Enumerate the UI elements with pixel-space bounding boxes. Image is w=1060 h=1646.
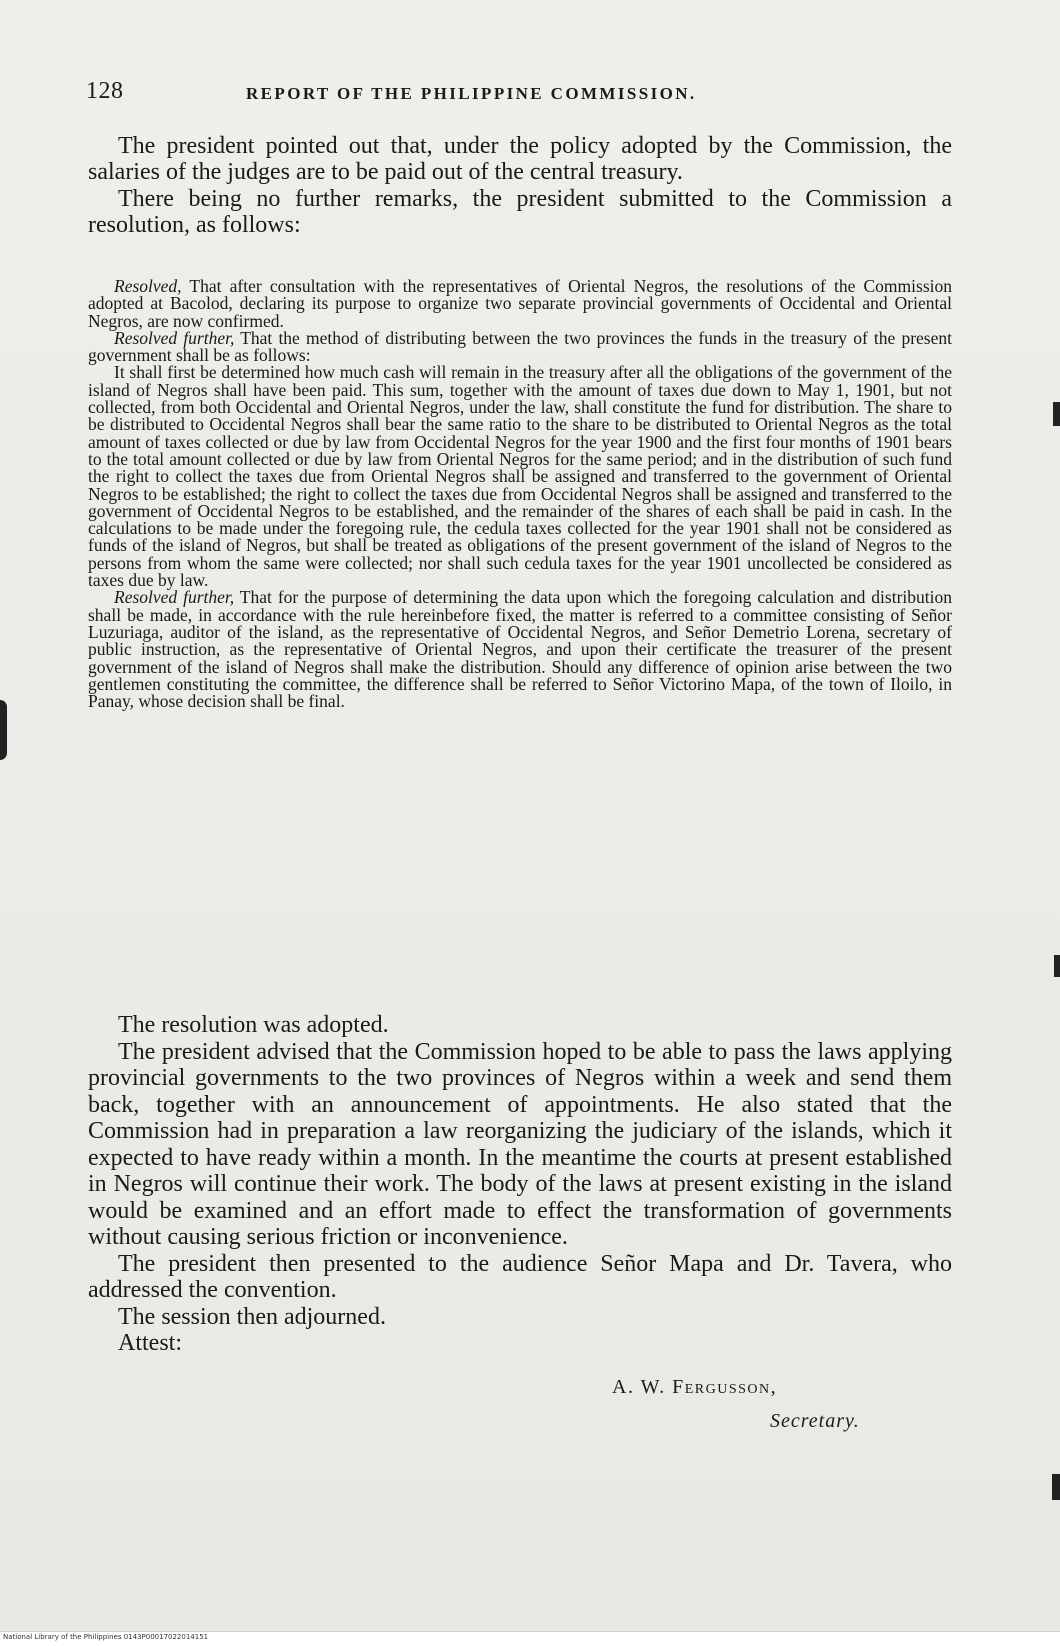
right-edge-mark-lower	[1052, 1474, 1060, 1500]
resolution-paragraph	[88, 589, 952, 710]
lead-paragraph: The president pointed out that, under the policy adopted by the Commission, the salaries of the judges are to be paid out of the central treasury.	[88, 133, 952, 185]
resolution-label: Resolved,	[114, 276, 182, 296]
resolution-label: Resolved further,	[114, 327, 235, 348]
right-edge-mark-upper	[1053, 402, 1060, 426]
closing-paragraph: The resolution was adopted.	[118, 1012, 389, 1038]
closing-paragraph: Attest:	[118, 1330, 182, 1356]
running-head: REPORT OF THE PHILIPPINE COMMISSION.	[246, 84, 697, 103]
resolution-text: That after consultation with the representatives of Oriental Negros, the resolutions of the Commission adopted at Bacolod, declaring its purpose to organize two separate provincial governments of Occidental and Oriental Negros, are now confirmed.	[88, 276, 952, 331]
signatory-name: A. W. Fergusson,	[612, 1376, 778, 1398]
lead-section	[88, 134, 952, 238]
resolution-text: It shall first be determined how much cash will remain in the treasury after all the obligations of the government of the island of Negros shall have been paid. This sum, together with the amount of taxes due down to May 1, 1901, but not collected, from both Occidental and Oriental Negros, under the law, shall constitute the fund for distribution. The share to be distributed to Occidental Negros shall bear the same ratio to the share to be distributed to Oriental Negros as the total amount of taxes collected or due by law from Occidental Negros for the year 1900 and the first four months of 1901 bears to the total amount collected or due by law from Oriental Negros for the same period; and in the distribution of such fund the right to collect the taxes due from Oriental Negros shall be assigned and transferred to the government of Oriental Negros to be established; the right to collect the taxes due from Occidental Negros shall be assigned and transferred to the government of Occidental Negros to be established, and the remainder of the shares of each shall be paid in cash. In the calculations to be made under the foregoing rule, the cedula taxes collected for the year 1901 shall not be considered as funds of the island of Negros, but shall be treated as obligations of the present government of the island of Negros to the persons from whom the same were collected; nor shall such cedula taxes for the year 1901 uncollected be considered as taxes due by law.	[88, 362, 952, 591]
footer-text: National Library of the Philippines 0143P00017022014151	[3, 1633, 209, 1641]
closing-paragraph: The session then adjourned.	[118, 1303, 386, 1330]
page-header	[86, 78, 926, 108]
resolution-paragraph	[88, 364, 952, 589]
closing-paragraph: The president advised that the Commission hoped to be able to pass the laws applying provincial governments to the two provinces of Negros within a week and send them back, together with an announcement of appointments. He also stated that the Commission had in preparation a law reorganizing the judiciary of the islands, which it expected to have ready within a month. In the meantime the courts at present established in Negros will continue their work. The body of the laws at present existing in the island would be examined and an effort made to effect the transformation of governments without causing serious friction or inconvenience.	[88, 1038, 952, 1250]
page-number: 128	[86, 78, 124, 104]
left-edge-mark	[0, 700, 7, 760]
lead-paragraph: There being no further remarks, the president submitted to the Commission a resolution, as follows:	[88, 186, 952, 238]
scan-footer	[0, 1631, 1060, 1646]
resolution-paragraph	[88, 278, 952, 330]
signatory-title: Secretary.	[770, 1410, 860, 1432]
closing-section	[88, 1012, 952, 1357]
resolution-text: That for the purpose of determining the data upon which the foregoing calculation and distribution shall be made, in accordance with the rule hereinbefore fixed, the matter is referred to a committee consisting of Señor Luzuriaga, auditor of the island, as the representative of Occidental Negros, and Señor Demetrio Lorena, secretary of public instruction, as the representative of Oriental Negros, and upon their certificate the treasurer of the present government of the island of Negros shall make the distribution. Should any difference of opinion arise between the two gentlemen constituting the committee, the difference shall be referred to Señor Victorino Mapa, of the town of Iloilo, in Panay, whose decision shall be final.	[88, 587, 952, 712]
right-edge-mark-middle	[1054, 955, 1060, 977]
resolution-paragraph	[88, 327, 952, 366]
resolution-block	[88, 278, 952, 710]
resolution-text: That the method of distributing between the two provinces the funds in the treasury of the present government shall be as follows:	[88, 327, 952, 366]
signature-block	[612, 1376, 932, 1446]
resolution-label: Resolved further,	[114, 587, 235, 608]
closing-paragraph: The president then presented to the audience Señor Mapa and Dr. Tavera, who addressed the convention.	[88, 1250, 952, 1303]
